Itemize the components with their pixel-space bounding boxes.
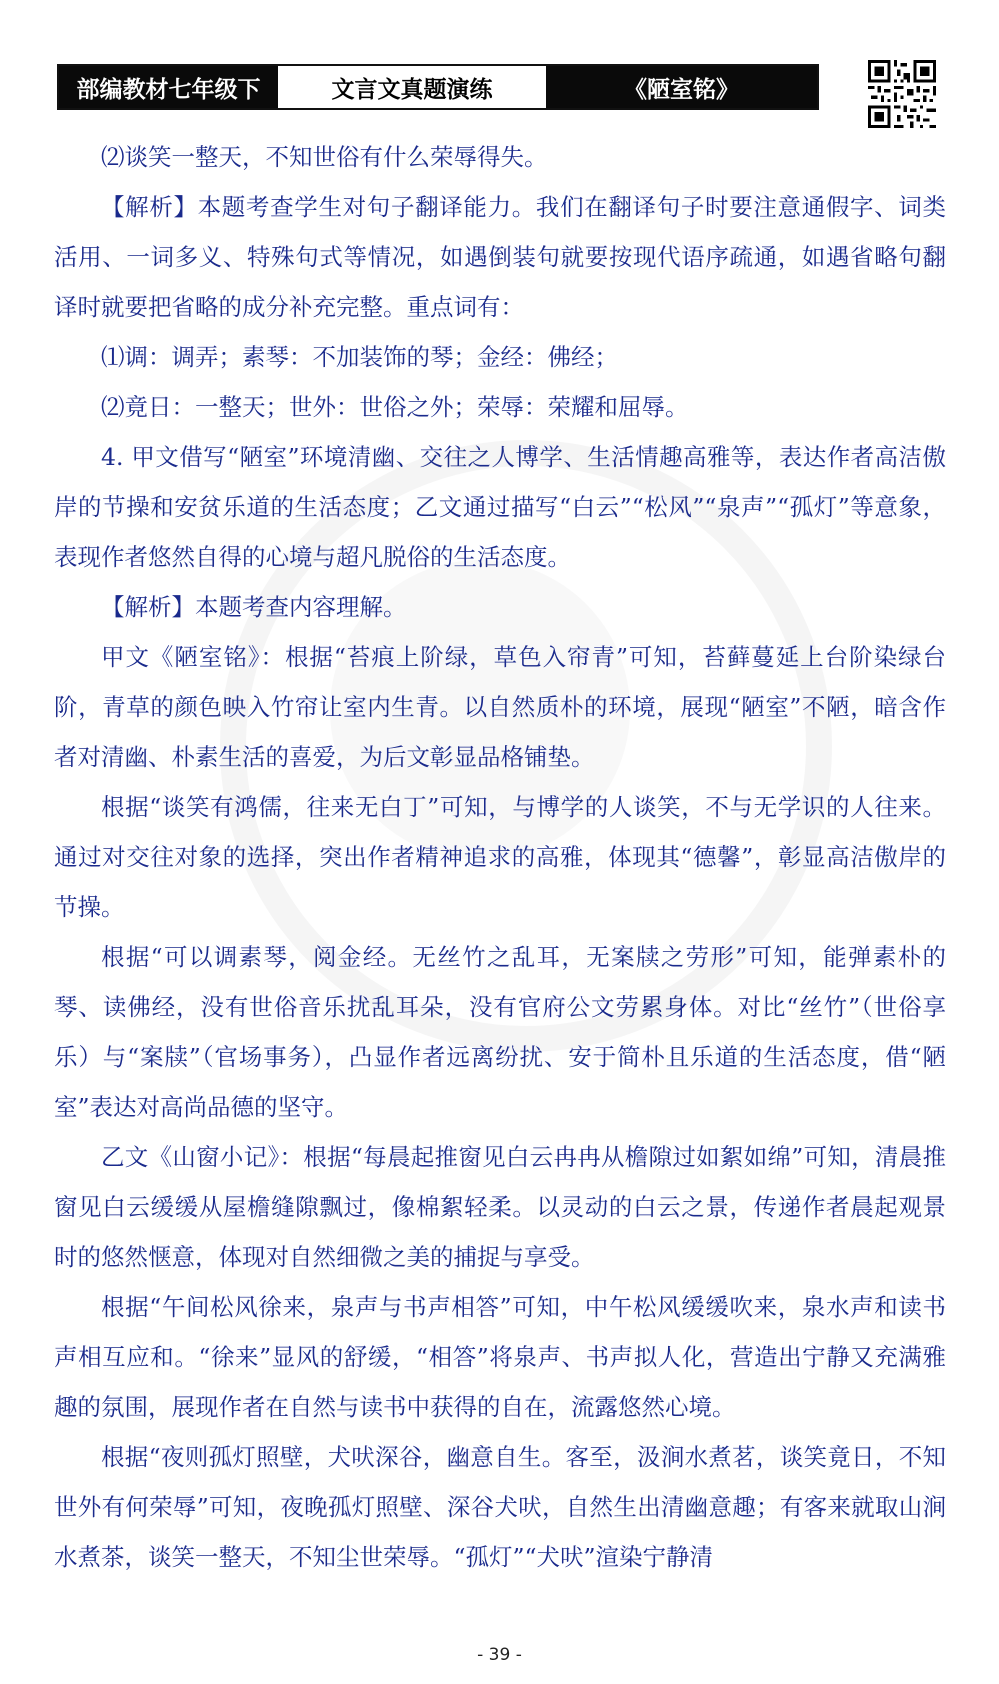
header-section-title: 文言文真题演练 — [278, 66, 546, 108]
paragraph: 4. 甲文借写“陋室”环境清幽、交往之人博学、生活情趣高雅等，表达作者高洁傲岸的节操和安贫乐道的生活态度；乙文通过描写“白云”“松风”“泉声”“孤灯”等意象，表现作者悠然自得的心境与超凡脱俗的生活态度。 — [54, 443, 946, 571]
header-grade-label: 部编教材七年级下 — [59, 66, 278, 108]
paragraph: 【解析】本题考查内容理解。 — [101, 593, 407, 621]
paragraph: ⑵谈笑一整天，不知世俗有什么荣辱得失。 — [101, 143, 548, 171]
paragraph: ⑵竟日：一整天；世外：世俗之外；荣辱：荣耀和屈辱。 — [101, 393, 689, 421]
paragraph: 根据“夜则孤灯照壁，犬吠深谷，幽意自生。客至，汲涧水煮茗，谈笑竟日，不知世外有何荣辱”可知，夜晚孤灯照壁、深谷犬吠，自然生出清幽意趣；有客来就取山涧水煮茶，谈笑一整天，不知尘世荣辱。“孤灯”“犬吠”渲染宁静清 — [54, 1443, 946, 1571]
paragraph: 根据“谈笑有鸿儒，往来无白丁”可知，与博学的人谈笑，不与无学识的人往来。通过对交往对象的选择，突出作者精神追求的高雅，体现其“德馨”，彰显高洁傲岸的节操。 — [54, 793, 946, 921]
paragraph: 根据“可以调素琴，阅金经。无丝竹之乱耳，无案牍之劳形”可知，能弹素朴的琴、读佛经，没有世俗音乐扰乱耳朵，没有官府公文劳累身体。对比“丝竹”（世俗享乐）与“案牍”（官场事务），凸显作者远离纷扰、安于简朴且乐道的生活态度，借“陋室”表达对高尚品德的坚守。 — [54, 943, 946, 1121]
header-lesson-title: 《陋室铭》 — [546, 66, 817, 108]
page-number: - 39 - — [477, 1645, 522, 1665]
paragraph: ⑴调：调弄；素琴：不加装饰的琴；金经：佛经； — [101, 343, 618, 371]
paragraph: 【解析】本题考查学生对句子翻译能力。我们在翻译句子时要注意通假字、词类活用、一词多义、特殊句式等情况，如遇倒装句就要按现代语序疏通，如遇省略句翻译时就要把省略的成分补充完整。重点词有： — [54, 193, 946, 321]
qr-code-icon — [868, 60, 936, 128]
paragraph: 根据“午间松风徐来，泉声与书声相答”可知，中午松风缓缓吹来，泉水声和读书声相互应和。“徐来”显风的舒缓，“相答”将泉声、书声拟人化，营造出宁静又充满雅趣的氛围，展现作者在自然与读书中获得的自在，流露悠然心境。 — [54, 1293, 946, 1421]
paragraph: 乙文《山窗小记》：根据“每晨起推窗见白云冉冉从檐隙过如絮如绵”可知，清晨推窗见白云缓缓从屋檐缝隙飘过，像棉絮轻柔。以灵动的白云之景，传递作者晨起观景时的悠然惬意，体现对自然细微之美的捕捉与享受。 — [54, 1143, 946, 1271]
answer-content — [54, 132, 946, 1582]
page-header — [57, 64, 819, 110]
paragraph: 甲文《陋室铭》：根据“苔痕上阶绿，草色入帘青”可知，苔藓蔓延上台阶染绿台阶，青草的颜色映入竹帘让室内生青。以自然质朴的环境，展现“陋室”不陋，暗含作者对清幽、朴素生活的喜爱，为后文彰显品格铺垫。 — [54, 643, 946, 771]
